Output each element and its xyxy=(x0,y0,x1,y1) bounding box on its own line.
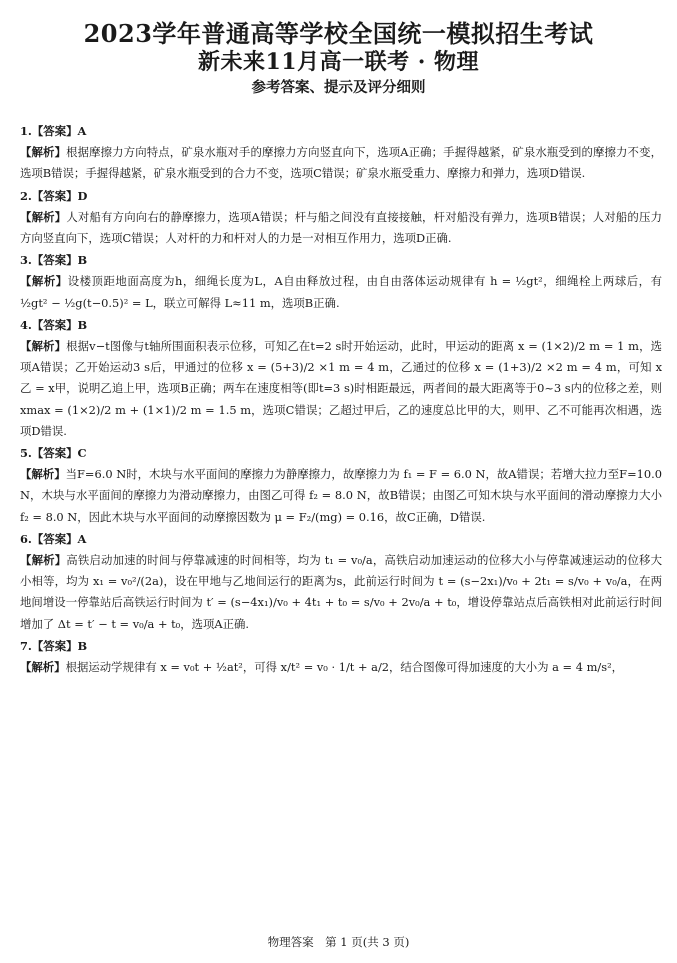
analysis-text: 高铁启动加速的时间与停靠减速的时间相等，均为 t₁ = v₀/a，高铁启动加速运动的位移大小与停靠减速运动的位移大小相等，均为 x₁ = v₀²/(2a)，设在甲地与乙地间运行的距离为s，此前运行时间为 t = (s−2x₁)/v₀ + 2t₁ = s/v₀ + v₀/a，在两地间增设一停靠站后高铁运行时间为 t′ = (s−4x₁)/v₀ + 4t₁ + t₀ = s/v₀ + 2v₀/a + t₀，增设停靠站点后高铁相对此前运行时间增加了 Δt = t′ − t = v₀/a + t₀，选项A正确. xyxy=(20,553,662,631)
answer-value: B xyxy=(77,253,88,268)
analysis-tag: 【解析】 xyxy=(20,467,66,482)
answer-tag: 【答案】 xyxy=(31,446,78,461)
question-number: 3. xyxy=(20,253,32,268)
analysis-tag: 【解析】 xyxy=(20,339,67,354)
analysis-tag: 【解析】 xyxy=(20,274,68,289)
question-5 xyxy=(20,443,662,528)
answer-value: B xyxy=(77,638,88,653)
analysis-line xyxy=(20,142,662,184)
analysis-tag: 【解析】 xyxy=(20,209,67,224)
analysis-line xyxy=(20,464,662,528)
answer-value: A xyxy=(77,124,87,138)
analysis-line xyxy=(20,207,662,249)
exam-title: 2023学年普通高等学校全国统一模拟招生考试 xyxy=(83,19,594,48)
answer-tag: 【答案】 xyxy=(31,124,78,138)
question-2 xyxy=(20,186,662,250)
question-number: 5. xyxy=(20,446,32,461)
answer-line xyxy=(20,121,662,142)
page-footer: 物理答案 第 1 页(共 3 页) xyxy=(267,935,410,949)
answer-list xyxy=(20,120,662,678)
answer-tag: 【答案】 xyxy=(31,253,78,268)
answer-line xyxy=(20,636,662,657)
answer-tag: 【答案】 xyxy=(31,317,78,332)
question-number: 7. xyxy=(20,638,32,653)
analysis-line xyxy=(20,271,662,313)
answer-tag: 【答案】 xyxy=(31,638,78,653)
question-number: 2. xyxy=(20,188,32,203)
question-3 xyxy=(20,250,662,314)
answer-tag: 【答案】 xyxy=(31,531,78,546)
question-7 xyxy=(20,636,662,678)
analysis-text: 根据运动学规律有 x = v₀t + ½at²，可得 x/t² = v₀ · 1/t + a/2，结合图像可得加速度的大小为 a = 4 m/s²， xyxy=(65,660,624,675)
analysis-text: 当F=6.0 N时，木块与水平面间的摩擦力为静摩擦力，故摩擦力为 f₁ = F = 6.0 N，故A错误；若增大拉力至F=10.0 N，木块与水平面间的摩擦力为滑动摩擦力，由图乙可得 f₂ = 8.0 N，故B错误；由图乙可知木块与水平面间的滑动摩擦力大小 f₂ = 8.0 N，因此木块与水平面间的动摩擦因数为 μ = F₂/(mg) = 0.16，故C正确，D错误. xyxy=(20,467,662,524)
analysis-line xyxy=(20,336,662,442)
question-number: 6. xyxy=(20,531,32,546)
analysis-tag: 【解析】 xyxy=(20,553,67,568)
analysis-tag: 【解析】 xyxy=(20,660,66,675)
answer-tag: 【答案】 xyxy=(31,188,78,203)
answer-value: C xyxy=(77,446,87,461)
answer-line xyxy=(20,315,662,336)
analysis-text: 人对船有方向向右的静摩擦力，选项A错误；杆与船之间没有直接接触，杆对船没有弹力，选项B错误；人对船的压力方向竖直向下，选项C错误；人对杆的力和杆对人的力是一对相互作用力，选项D正确. xyxy=(20,209,662,246)
question-number: 1. xyxy=(20,124,32,138)
analysis-tag: 【解析】 xyxy=(20,145,67,160)
analysis-line xyxy=(20,550,662,635)
question-6 xyxy=(20,529,662,635)
analysis-line xyxy=(20,657,662,678)
analysis-text: 根据摩擦力方向特点，矿泉水瓶对手的摩擦力方向竖直向下，选项A正确；手握得越紧，矿泉水瓶受到的摩擦力不变，选项B错误；手握得越紧，矿泉水瓶受到的合力不变，选项C错误；矿泉水瓶受重力、摩擦力和弹力，选项D错误. xyxy=(20,145,662,181)
question-number: 4. xyxy=(20,317,32,332)
answer-value: B xyxy=(77,317,88,332)
analysis-text: 设楼顶距地面高度为h，细绳长度为L，A自由释放过程，由自由落体运动规律有 h = ½gt²，细绳栓上两球后，有 ½gt² − ½g(t−0.5)² = L，联立可解得 L≈11 m，选项B正确. xyxy=(20,274,662,310)
exam-subtitle: 新未来11月高一联考 · 物理 xyxy=(197,49,480,75)
question-4 xyxy=(20,315,662,442)
answer-value: D xyxy=(77,188,88,203)
answer-line xyxy=(20,186,662,207)
answer-line xyxy=(20,250,662,271)
answer-value: A xyxy=(77,531,87,546)
answer-key-heading: 参考答案、提示及评分细则 xyxy=(251,79,426,96)
analysis-text: 根据v−t图像与t轴所围面积表示位移，可知乙在t=2 s时开始运动，此时，甲运动的距离 x = (1×2)/2 m = 1 m，选项A错误；乙开始运动3 s后，甲通过的位移 x = (5+3)/2 ×1 m = 4 m，乙通过的位移 x = (1+3)/2 ×2 m = 4 m，可知 x乙 = x甲，说明乙追上甲，选项B正确；两车在速度相等(即t=3 s)时相距最远，两者间的最大距离等于0~3 s内的位移之差，则 xmax = (1×2)/2 m + (1×1)/2 m = 1.5 m，选项C错误；乙超过甲后，乙的速度总比甲的大，则甲、乙不可能再次相遇，选项D错误. xyxy=(20,339,662,438)
answer-line xyxy=(20,443,662,464)
answer-line xyxy=(20,529,662,550)
question-1 xyxy=(20,121,662,185)
